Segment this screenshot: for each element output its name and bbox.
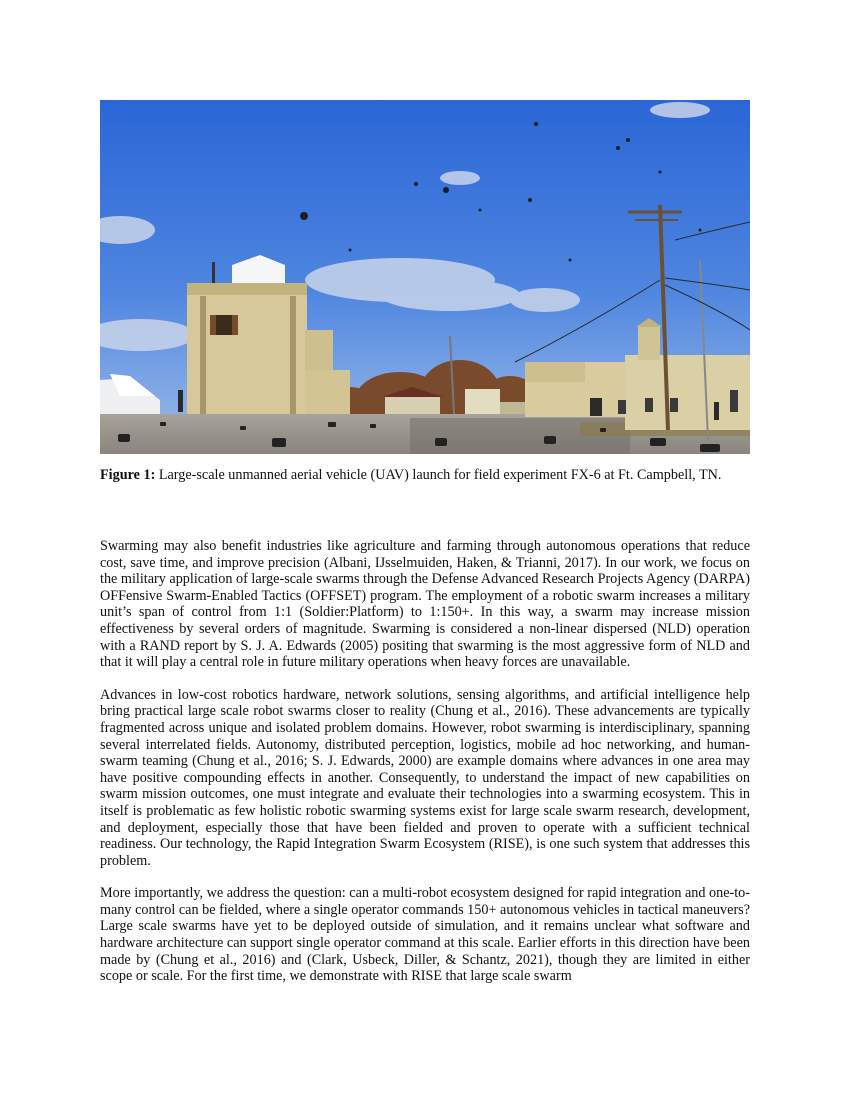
paragraph-3: More importantly, we address the question: can a multi-robot ecosystem designed for rapid integration and one-to-many control can be fielded, where a single operator commands 150+ autonomous vehicles in tactical maneuvers? Large scale swarms have yet to be deployed outside of simulation, and it remains unclear what software and hardware architecture can support single operator command at this scale. Earlier efforts in this direction have been made by (Chung et al., 2016) and (Clark, Usbeck, Diller, & Schantz, 2021), though they are limited in either scope or scale. For the first time, we demonstrate with RISE that large scale swarm (100, 885, 750, 985)
uav-launch-photo (100, 100, 750, 454)
figure-caption (100, 466, 750, 484)
shed (465, 389, 500, 414)
figure-photo (100, 100, 750, 454)
figure-caption-text: Large-scale unmanned aerial vehicle (UAV) launch for field experiment FX-6 at Ft. Campbell, TN. (158, 467, 722, 483)
house (385, 396, 440, 414)
body-text (100, 538, 750, 1001)
paragraph-1: Swarming may also benefit industries like agriculture and farming through autonomous operations that reduce cost, save time, and improve precision (Albani, IJsselmuiden, Haken, & Trianni, 2017). In our work, we focus on the military application of large-scale swarms through the Defense Advanced Research Projects Agency (DARPA) OFFensive Swarm-Enabled Tactics (OFFSET) program. The employment of a robotic swarm increases a military unit’s span of control from 1:1 (Soldier:Platform) to 1:150+. In this way, a swarm may increase mission effectiveness by several orders of magnitude. Swarming is considered a non-linear dispersed (NLD) operation with a RAND report by S. J. A. Edwards (2005) positing that swarming is the most aggressive form of NLD and that it will play a central role in future military operations when heavy forces are unavailable. (100, 538, 750, 671)
paragraph-2: Advances in low-cost robotics hardware, network solutions, sensing algorithms, and artificial intelligence help bring practical large scale robot swarms closer to reality (Chung et al., 2016). These advancements are typically fragmented across unique and isolated problem domains. However, robot swarming is interdisciplinary, spanning several interrelated fields. Autonomy, distributed perception, logistics, mobile ad hoc networking, and human-swarm teaming (Chung et al., 2016; S. J. Edwards, 2000) are example domains where advances in one area may have positive compounding effects in another. Consequently, to understand the impact of new capabilities on swarm mission outcomes, one must integrate and evaluate their technologies into a swarming ecosystem. This in itself is problematic as few holistic robotic swarming systems exist for large scale swarm research, development, and deployment, especially those that have been fielded and proven to operate with a sufficient technical readiness. Our technology, the Rapid Integration Swarm Ecosystem (RISE), is one such system that addresses this problem. (100, 686, 750, 869)
figure-label: Figure 1: (100, 467, 156, 483)
